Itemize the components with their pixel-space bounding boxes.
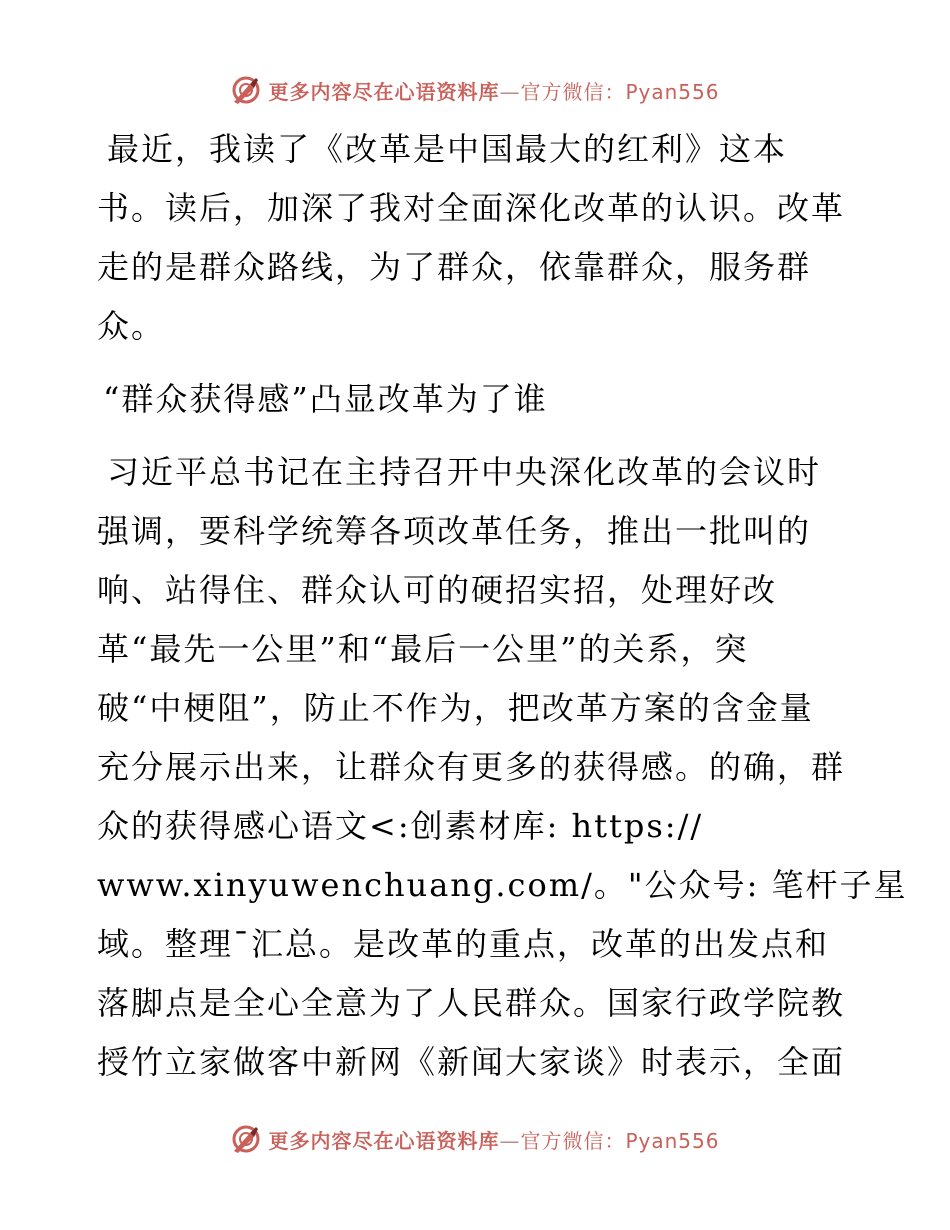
watermark-text: 更多内容尽在心语资料库—官方微信：Pyan556: [268, 1128, 720, 1153]
text-line: 众的获得感心语文<:创素材库: https://: [97, 807, 704, 845]
text-line: www.xinyuwenchuang.com/。"公众号: 笔杆子星: [97, 866, 908, 904]
text-line: 充分展示出来，让群众有更多的获得感。的确，群: [97, 748, 846, 786]
footer-watermark: [0, 1119, 950, 1159]
document-body: [97, 120, 908, 1092]
text-line: 最近，我读了《改革是中国最大的红利》这本: [107, 130, 788, 168]
text-line: 落脚点是全心全意为了人民群众。国家行政学院教: [97, 984, 846, 1022]
pen-logo-icon: [230, 1123, 262, 1155]
section-heading: [97, 370, 857, 429]
text-line: 强调，要科学统筹各项改革任务，推出一批叫的: [97, 512, 812, 550]
text-line: 习近平总书记在主持召开中央深化改革的会议时: [107, 453, 822, 491]
pen-logo-icon: [230, 74, 262, 106]
text-line: 众。: [97, 307, 166, 345]
text-line: 破“中梗阻”，防止不作为，把改革方案的含金量: [97, 689, 814, 727]
text-line: 响、站得住、群众认可的硬招实招，处理好改: [97, 571, 778, 609]
text-line: “群众获得感”凸显改革为了谁: [103, 380, 548, 418]
text-line: 书。读后，加深了我对全面深化改革的认识。改革: [97, 189, 846, 227]
header-watermark: [0, 70, 950, 110]
watermark-text: 更多内容尽在心语资料库—官方微信：Pyan556: [268, 79, 720, 104]
paragraph: [97, 443, 908, 1092]
text-line: 授竹立家做客中新网《新闻大家谈》时表示，全面: [97, 1043, 846, 1081]
text-line: 域。整理¯汇总。是改革的重点，改革的出发点和: [97, 925, 830, 963]
paragraph: [97, 120, 857, 356]
text-line: 革“最先一公里”和“最后一公里”的关系，突: [97, 630, 749, 668]
text-line: 走的是群众路线，为了群众，依靠群众，服务群: [97, 248, 812, 286]
